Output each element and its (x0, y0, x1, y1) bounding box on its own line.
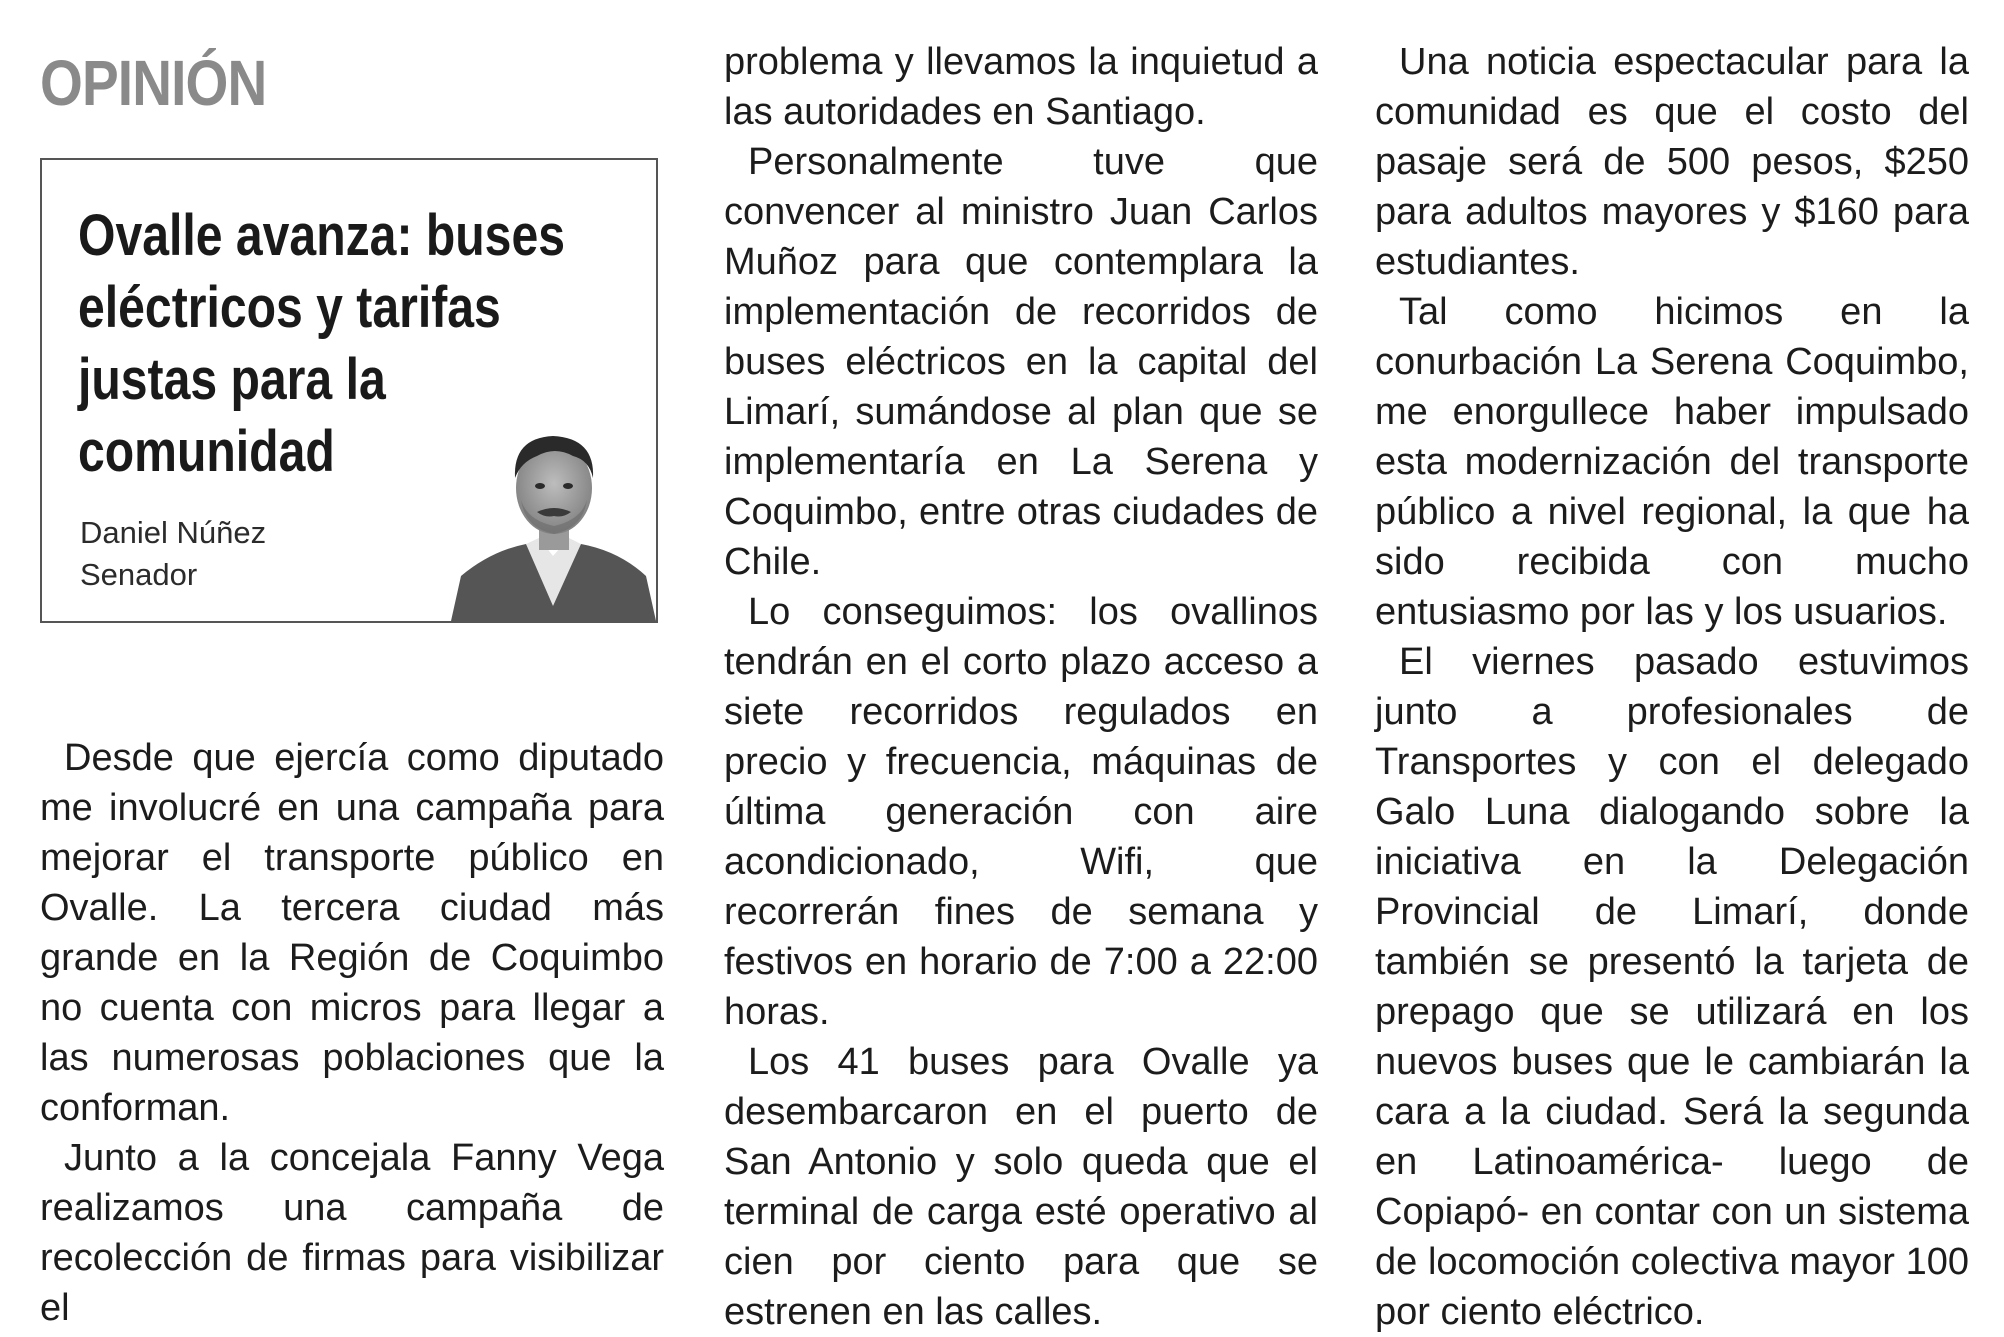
author-role: Senador (80, 557, 198, 592)
article-column-3 (1375, 37, 1969, 1333)
paragraph: Tal como hicimos en la conurbación La Serena Coquimbo, me enorgullece haber impulsado esta modernización del transporte público a nivel regional, la que ha sido recibida con mucho entusiasmo por las y los usuarios. (1375, 291, 1969, 633)
paragraph: Lo conseguimos: los ovallinos tendrán en el corto plazo acceso a siete recorridos regulados en precio y frecuencia, máquinas de última generación con aire acondicionado, Wifi, que recorrerán fines de semana y festivos en horario de 7:00 a 22:00 horas. (724, 591, 1318, 1033)
article-column-1 (40, 733, 664, 1329)
author-name: Daniel Núñez (80, 515, 267, 550)
paragraph: El viernes pasado estuvimos junto a profesionales de Transportes y con el delegado Galo Luna dialogando sobre la iniciativa en la Delegación Provincial de Limarí, donde también se presentó la tarjeta de prepago que se utilizará en los nuevos buses que le cambiarán la cara a la ciudad. Será la segunda en Latinoamérica- luego de Copiapó- en contar con un sistema de locomoción colectiva mayor 100 por ciento eléctrico. (1375, 641, 1969, 1333)
paragraph: Los 41 buses para Ovalle ya desembarcaron en el puerto de San Antonio y solo queda que el terminal de carga esté operativo al cien por ciento para que se estrenen en las calles. (724, 1041, 1318, 1333)
paragraph: Junto a la concejala Fanny Vega realizamos una campaña de recolección de firmas para visibilizar el (40, 1137, 664, 1329)
section-label: OPINIÓN (40, 47, 267, 119)
article-column-2 (724, 37, 1318, 1333)
paragraph: Desde que ejercía como diputado me involucré en una campaña para mejorar el transporte público en Ovalle. La tercera ciudad más grande en la Región de Coquimbo no cuenta con micros para llegar a las numerosas poblaciones que la conforman. (40, 737, 664, 1129)
article-headline: Ovalle avanza: buses eléctricos y tarifas justas para la comunidad (78, 203, 566, 484)
byline (80, 512, 266, 596)
paragraph: Personalmente tuve que convencer al ministro Juan Carlos Muñoz para que contemplara la implementación de recorridos de buses eléctricos en la capital del Limarí, sumándose al plan que se implementaría en La Serena y Coquimbo, entre otras ciudades de Chile. (724, 141, 1318, 583)
paragraph-continuation: problema y llevamos la inquietud a las autoridades en Santiago. (724, 41, 1318, 133)
headline-box (40, 158, 658, 623)
author-portrait (451, 416, 656, 621)
paragraph: Una noticia espectacular para la comunidad es que el costo del pasaje será de 500 pesos, $250 para adultos mayores y $160 para estudiantes. (1375, 41, 1969, 283)
